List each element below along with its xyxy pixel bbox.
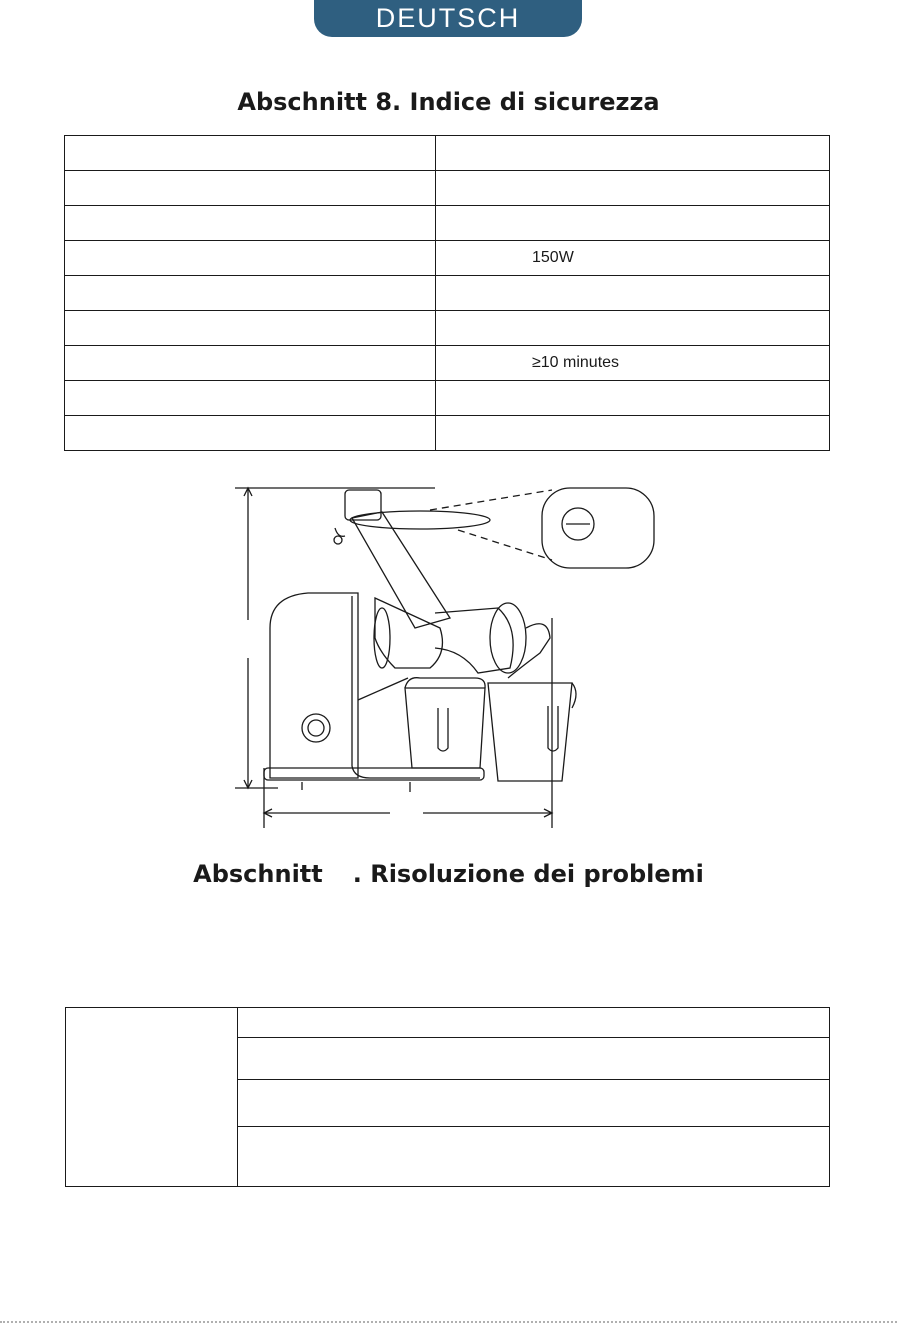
spec-label-cell [65, 381, 436, 416]
spec-row [65, 416, 830, 451]
language-tab: DEUTSCH [314, 0, 582, 37]
troubleshooting-cell [238, 1038, 830, 1080]
spec-label-cell [65, 311, 436, 346]
spec-label-cell [65, 346, 436, 381]
troubleshooting-cell [238, 1080, 830, 1127]
pulp-cup [488, 683, 576, 781]
spec-label-cell [65, 206, 436, 241]
page-edge-dotted-line [0, 1321, 897, 1323]
section-9-title-prefix: Abschnitt [193, 860, 323, 888]
spec-value-cell [436, 346, 830, 381]
spec-label-cell [65, 416, 436, 451]
spec-row [65, 136, 830, 171]
juicer-body [374, 598, 550, 678]
spec-row [65, 171, 830, 206]
section-8-heading: Abschnitt 8. Indice di sicurezza [237, 88, 660, 116]
spec-row [65, 276, 830, 311]
height-dimension-line [235, 488, 435, 788]
spec-value-cell [436, 171, 830, 206]
spec-value: ≥10 minutes [532, 354, 620, 371]
spec-value-cell [436, 311, 830, 346]
spec-row [65, 241, 830, 276]
juicer-dimension-diagram [230, 478, 670, 830]
spec-label-cell [65, 276, 436, 311]
spec-value-cell [436, 416, 830, 451]
spec-row [65, 381, 830, 416]
specification-table [64, 135, 830, 451]
spec-value: 150W [532, 249, 574, 266]
zoomed-feeder-opening [430, 488, 654, 568]
troubleshooting-cell [238, 1008, 830, 1038]
spec-label-cell [65, 241, 436, 276]
spec-row [65, 346, 830, 381]
spec-value-cell [436, 206, 830, 241]
section-9-heading [0, 860, 897, 888]
spec-row [65, 311, 830, 346]
spec-value-cell [436, 381, 830, 416]
spec-value-cell [436, 241, 830, 276]
juice-cup [358, 678, 485, 768]
spec-value-cell [436, 136, 830, 171]
spec-label-cell [65, 171, 436, 206]
troubleshooting-cell [238, 1127, 830, 1187]
section-9-title-suffix: . Risoluzione dei problemi [352, 860, 704, 888]
spec-row [65, 206, 830, 241]
troubleshooting-table [65, 1007, 830, 1187]
spec-value-cell [436, 276, 830, 311]
spec-label-cell [65, 136, 436, 171]
troubleshooting-problem-cell [66, 1008, 238, 1187]
